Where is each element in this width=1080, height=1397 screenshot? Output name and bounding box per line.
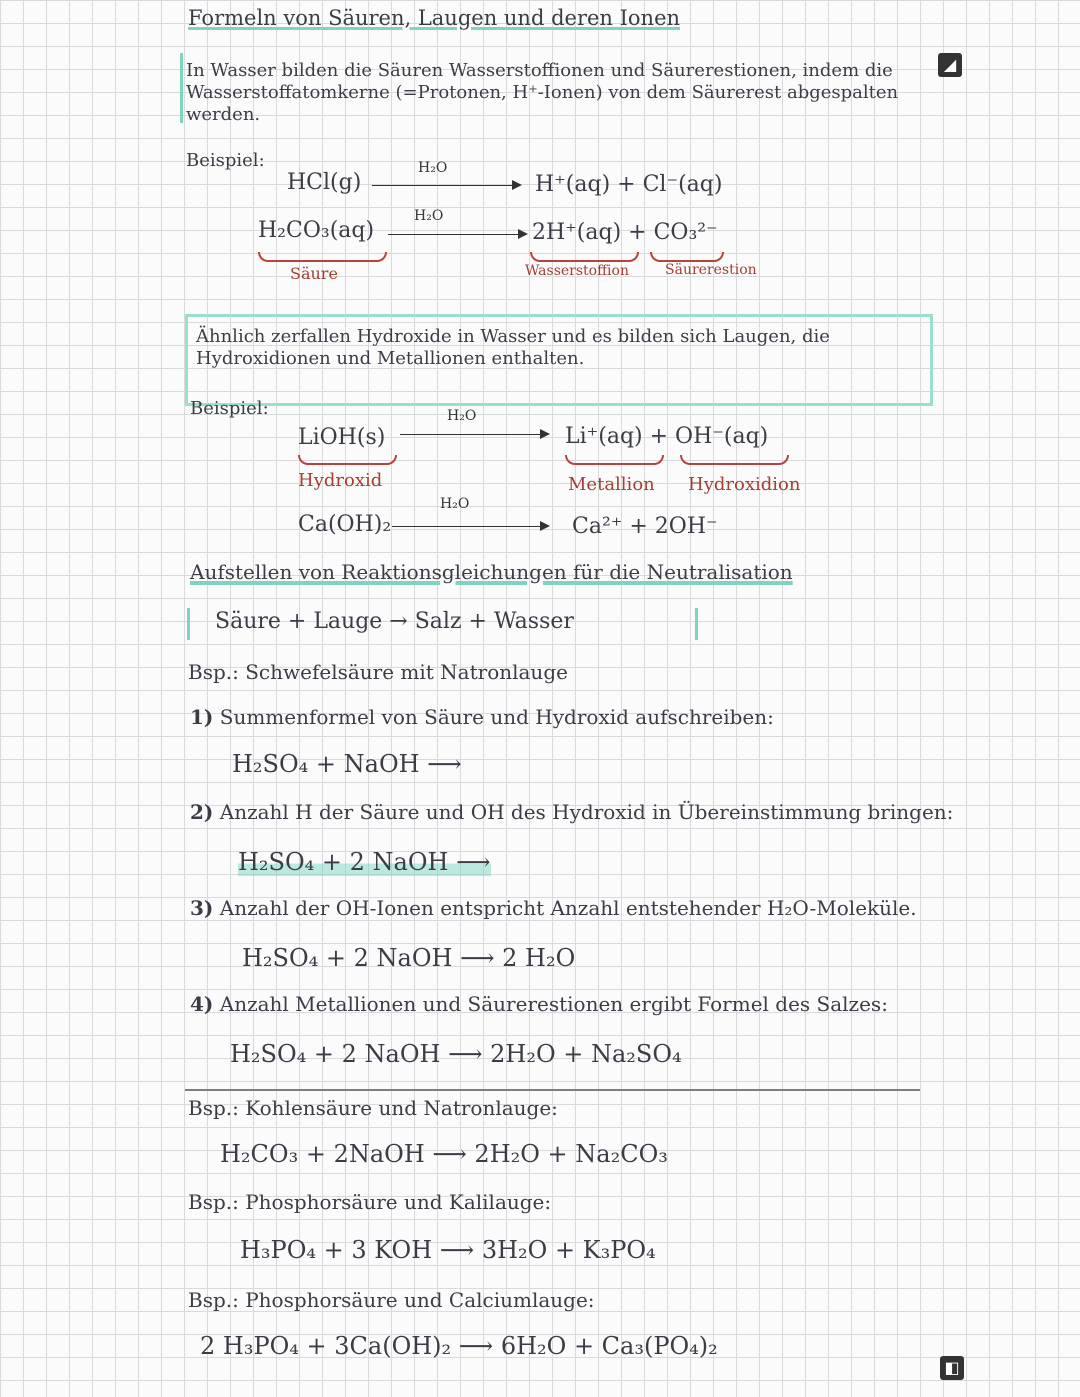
step-2-equation: H₂SO₄ + 2 NaOH ⟶ [238,848,491,876]
example3-title: Bsp.: Phosphorsäure und Kalilauge: [188,1190,552,1214]
acid-brace [258,252,387,262]
example4-equation: 2 H₃PO₄ + 3Ca(OH)₂ ⟶ 6H₂O + Ca₃(PO₄)₂ [200,1332,718,1360]
base-eq1-right: Li⁺(aq) + OH⁻(aq) [565,424,769,449]
acid-eq2-solvent: H₂O [414,208,444,224]
example-label-acids: Beispiel: [186,150,265,171]
page-title: Formeln von Säuren, Laugen und deren Ionen [188,6,681,30]
base-eq2-right: Ca²⁺ + 2OH⁻ [572,514,718,539]
example3-equation: H₃PO₄ + 3 KOH ⟶ 3H₂O + K₃PO₄ [240,1236,656,1264]
acid-eq1-solvent: H₂O [418,160,448,176]
acid-eq2-right: 2H⁺(aq) + CO₃²⁻ [532,220,718,245]
step-3-text: Anzahl der OH-Ionen entspricht Anzahl entstehender H₂O-Moleküle. [219,896,917,920]
base-eq1-left: LiOH(s) [298,425,386,450]
example2-equation: H₂CO₃ + 2NaOH ⟶ 2H₂O + Na₂CO₃ [220,1140,668,1168]
base-eq2-arrow [392,526,548,527]
label-hydrogen-ion: Wasserstoffion [525,263,629,279]
step-4-number: 4) [190,992,214,1016]
step-4-text: Anzahl Metallionen und Säurerestionen ergibt Formel des Salzes: [219,992,888,1016]
neutralization-heading: Aufstellen von Reaktionsgleichungen für die Neutralisation [190,560,793,584]
step-1-number: 1) [190,705,214,729]
example2-title: Bsp.: Kohlensäure und Natronlauge: [188,1096,558,1120]
label-hydroxide-ion: Hydroxidion [688,474,801,495]
step-1 [190,705,774,729]
step-3-equation: H₂SO₄ + 2 NaOH ⟶ 2 H₂O [242,944,576,972]
label-hydroxide: Hydroxid [298,470,383,491]
label-acid: Säure [290,264,338,283]
divider [185,1089,920,1091]
step-4-equation: H₂SO₄ + 2 NaOH ⟶ 2H₂O + Na₂SO₄ [230,1040,682,1068]
base-eq2-left: Ca(OH)₂ [298,512,392,537]
step-3-number: 3) [190,896,214,920]
acid-residue-brace [650,252,724,262]
acid-eq1-left: HCl(g) [287,170,362,195]
step-2-text: Anzahl H der Säure und OH des Hydroxid in Übereinstimmung bringen: [219,800,954,824]
step-2-number: 2) [190,800,214,824]
step-1-text: Summenformel von Säure und Hydroxid aufschreiben: [219,705,774,729]
label-acid-residue: Säurerestion [665,262,757,278]
intro-paragraph: In Wasser bilden die Säuren Wasserstoffionen und Säurerestionen, indem die Wasserstoffatomkerne (=Protonen, H⁺-Ionen) von dem Säurerest abgespalten werden. [186,60,899,125]
hydroxide-ion-brace [680,455,789,465]
base-eq1-arrow [400,434,548,435]
step-2 [190,800,953,824]
base-eq2-solvent: H₂O [440,496,470,512]
acid-eq2-arrow [388,234,526,235]
metal-ion-brace [565,455,664,465]
step-4 [190,992,888,1016]
base-eq1-solvent: H₂O [447,408,477,424]
acid-eq1-right: H⁺(aq) + Cl⁻(aq) [535,172,723,197]
example-label-bases: Beispiel: [190,398,269,419]
acid-eq2-left: H₂CO₃(aq) [258,218,375,243]
example4-title: Bsp.: Phosphorsäure und Calciumlauge: [188,1288,595,1312]
hydrogen-ion-brace [530,252,639,262]
page-corner-icon: ◧ [940,1356,964,1380]
corner-icon: ◢ [938,53,962,77]
acid-eq1-arrow [372,185,520,186]
hydroxide-brace [298,455,397,465]
label-metal-ion: Metallion [568,474,655,495]
step-1-equation: H₂SO₄ + NaOH ⟶ [232,750,462,778]
hydroxide-paragraph: Ähnlich zerfallen Hydroxide in Wasser und es bilden sich Laugen, die Hydroxidionen und Metallionen enthalten. [196,326,830,369]
neutralization-rule: Säure + Lauge → Salz + Wasser [215,609,574,634]
example1-title: Bsp.: Schwefelsäure mit Natronlauge [188,660,568,684]
step-3 [190,896,917,920]
